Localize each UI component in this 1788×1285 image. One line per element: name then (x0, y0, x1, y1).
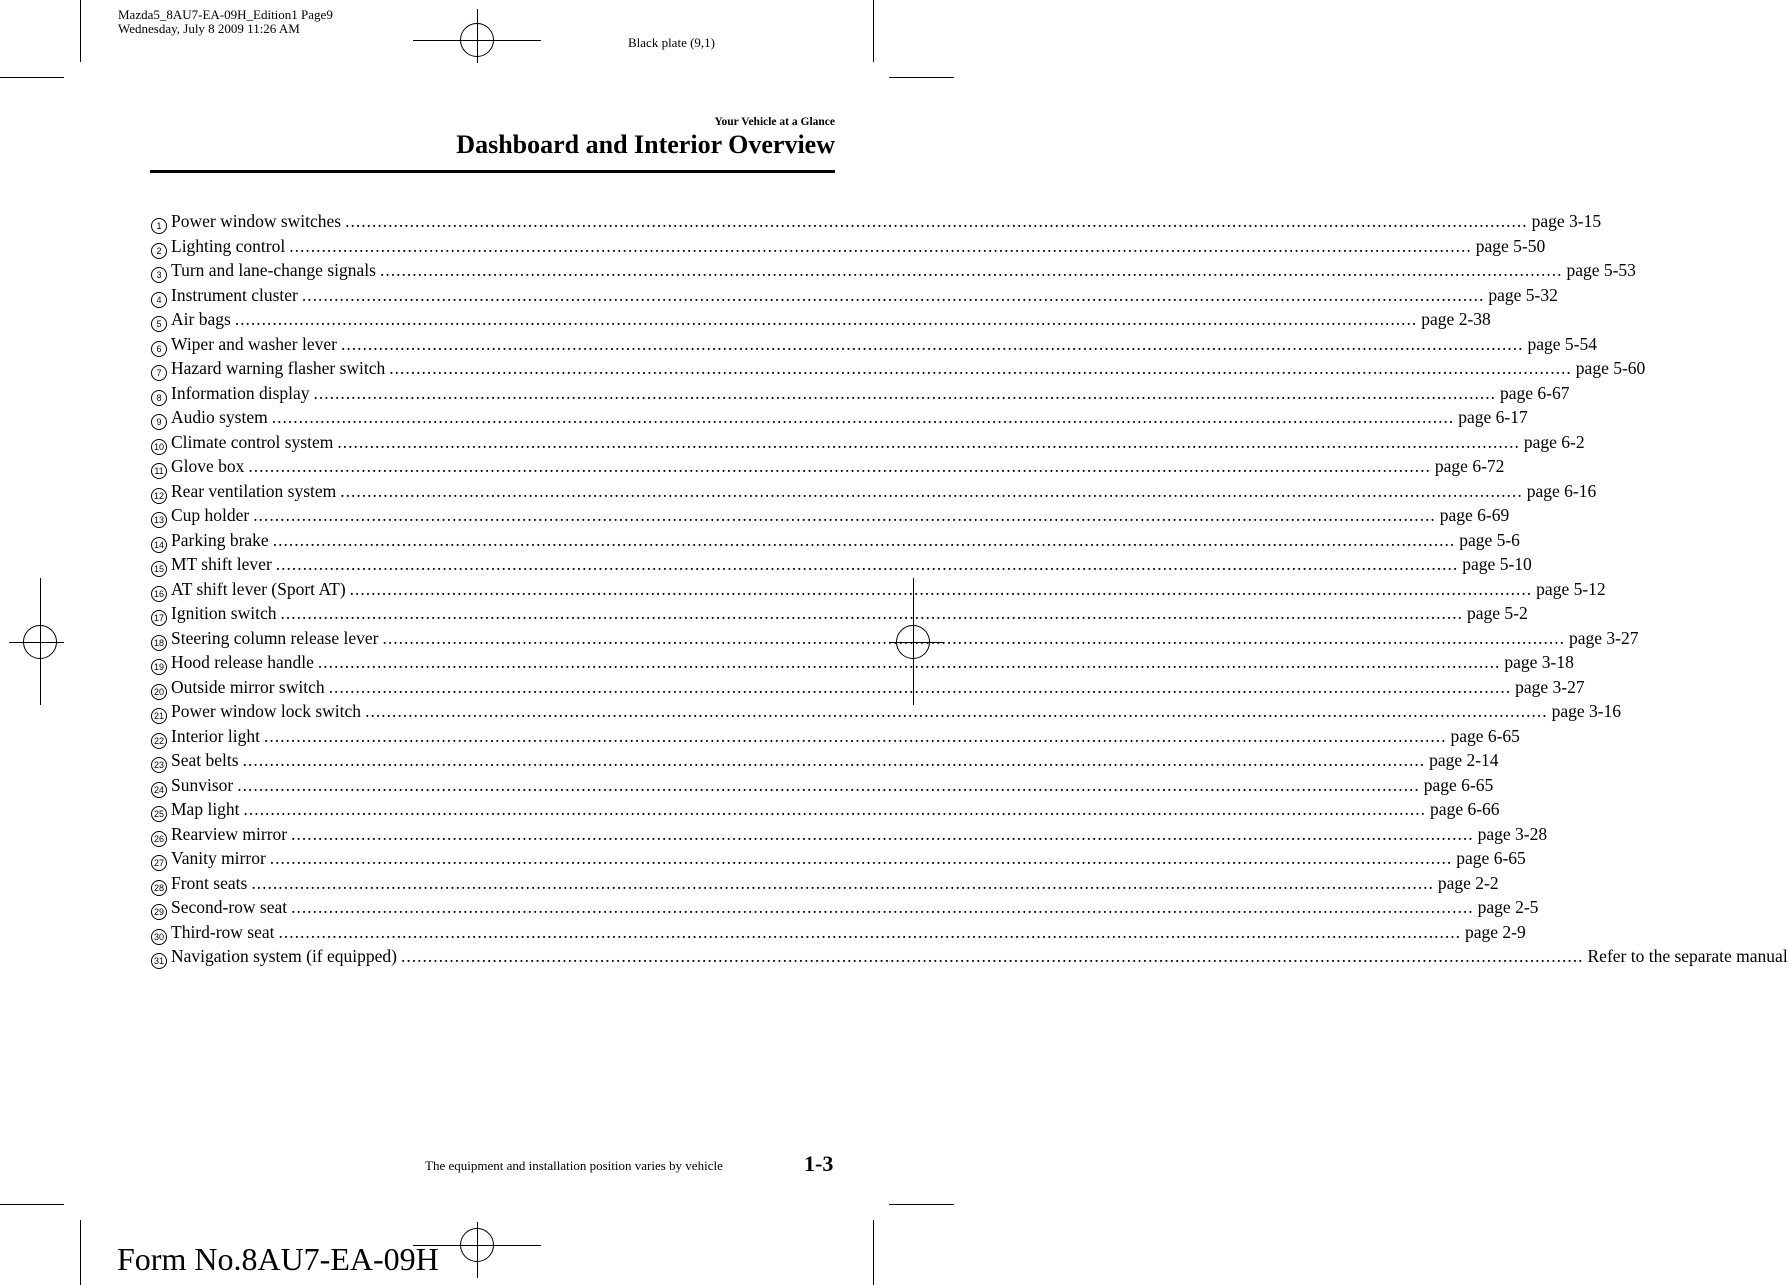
toc-page-ref: Refer to the separate manual (1587, 946, 1788, 966)
toc-page-ref: page 2-38 (1421, 309, 1491, 329)
toc-label: Vanity mirror (171, 848, 266, 868)
footer-note: The equipment and installation position varies by vehicle (425, 1158, 723, 1173)
toc-label: MT shift lever (171, 554, 272, 574)
toc-number-badge: 11 (151, 463, 167, 479)
toc-number-badge: 22 (151, 733, 167, 749)
toc-leader-dots: ............................................................................................................................................................................................................................ (242, 750, 1426, 770)
toc-page-ref: page 5-54 (1527, 333, 1597, 354)
toc-page-ref: page 3-28 (1477, 823, 1548, 844)
toc-row (151, 724, 1520, 749)
toc-row (151, 944, 1788, 969)
toc-leader-dots: ............................................................................................................................................................................................................................ (278, 921, 1462, 942)
toc-page-ref: page 6-66 (1430, 799, 1500, 819)
toc-page-ref: page 6-2 (1523, 431, 1585, 452)
toc-label: Sunvisor (171, 774, 234, 795)
toc-label: Power window switches (171, 211, 342, 231)
toc-row (151, 871, 1499, 896)
toc-leader-dots: ............................................................................................................................................................................................................................ (253, 505, 1436, 525)
toc-leader-dots: ............................................................................................................................................................................................................................ (280, 603, 1463, 623)
toc-row (151, 675, 1585, 700)
toc-row (151, 895, 1539, 920)
toc-row (151, 234, 1546, 259)
toc-label: Cup holder (171, 505, 250, 525)
toc-leader-dots: ............................................................................................................................................................................................................................ (234, 309, 1418, 329)
toc-page-ref: page 2-5 (1477, 897, 1539, 917)
toc-label: Third-row seat (171, 921, 275, 942)
print-info-line-1: Mazda5_8AU7-EA-09H_Edition1 Page9 (118, 7, 333, 22)
plate-label: Black plate (9,1) (628, 35, 715, 50)
toc-label: Ignition switch (171, 603, 277, 623)
toc-number-badge: 2 (151, 243, 167, 259)
toc-leader-dots: ............................................................................................................................................................................................................................ (248, 456, 1431, 476)
toc-page-ref: page 5-32 (1488, 284, 1558, 305)
toc-page-ref: page 6-17 (1458, 407, 1528, 427)
toc-number-badge: 29 (151, 904, 167, 920)
toc-row (151, 454, 1505, 479)
toc-leader-dots: ............................................................................................................................................................................................................................ (243, 799, 1427, 819)
toc-list (151, 209, 1788, 969)
toc-label: Climate control system (171, 431, 334, 452)
toc-number-badge: 13 (151, 512, 167, 528)
toc-leader-dots: ............................................................................................................................................................................................................................ (263, 725, 1447, 746)
crop-mark-top-left-h (0, 77, 64, 78)
toc-row (151, 405, 1528, 430)
toc-row (151, 699, 1622, 724)
toc-label: Rearview mirror (171, 823, 288, 844)
toc-leader-dots: ............................................................................................................................................................................................................................ (340, 333, 1524, 354)
toc-leader-dots: ............................................................................................................................................................................................................................ (365, 701, 1548, 721)
toc-number-badge: 4 (151, 292, 167, 308)
toc-page-ref: page 3-15 (1531, 211, 1602, 231)
toc-page-ref: page 5-10 (1462, 554, 1532, 574)
toc-number-badge: 20 (151, 684, 167, 700)
toc-leader-dots: ............................................................................................................................................................................................................................ (272, 529, 1456, 550)
toc-number-badge: 9 (151, 414, 167, 430)
crop-mark-top-right-h (889, 77, 954, 78)
toc-leader-dots: ............................................................................................................................................................................................................................ (291, 823, 1474, 844)
toc-row (151, 920, 1526, 945)
toc-row (151, 430, 1585, 455)
toc-row (151, 601, 1528, 626)
toc-label: Outside mirror switch (171, 676, 325, 697)
toc-page-ref: page 6-65 (1450, 725, 1520, 746)
toc-label: Navigation system (if equipped) (171, 946, 397, 966)
toc-leader-dots: ............................................................................................................................................................................................................................ (269, 848, 1453, 868)
toc-row (151, 503, 1510, 528)
toc-row (151, 822, 1548, 847)
toc-page-ref: page 3-18 (1504, 652, 1574, 672)
section-label: Your Vehicle at a Glance (714, 116, 835, 128)
toc-row (151, 307, 1491, 332)
toc-row (151, 650, 1574, 675)
toc-page-ref: page 5-60 (1575, 358, 1646, 378)
toc-page-ref: page 5-50 (1475, 235, 1546, 256)
crop-mark-top-left-v (80, 0, 81, 62)
toc-page-ref: page 2-14 (1429, 750, 1499, 770)
toc-number-badge: 12 (151, 488, 167, 504)
toc-label: Interior light (171, 725, 260, 746)
toc-row (151, 283, 1558, 308)
page-number: 1-3 (804, 1151, 834, 1176)
toc-number-badge: 8 (151, 390, 167, 406)
toc-row (151, 479, 1597, 504)
toc-page-ref: page 5-6 (1459, 529, 1520, 550)
toc-row (151, 846, 1526, 871)
toc-label: Steering column release lever (171, 627, 379, 648)
toc-page-ref: page 6-72 (1434, 456, 1505, 476)
registration-top-circle (460, 23, 494, 57)
toc-number-badge: 19 (151, 659, 167, 675)
toc-leader-dots: ............................................................................................................................................................................................................................ (389, 358, 1572, 378)
toc-leader-dots: ............................................................................................................................................................................................................................ (291, 897, 1474, 917)
toc-page-ref: page 2-2 (1437, 872, 1499, 893)
toc-label: Rear ventilation system (171, 480, 337, 501)
toc-number-badge: 1 (151, 218, 167, 234)
toc-leader-dots: ............................................................................................................................................................................................................................ (251, 872, 1434, 893)
print-info-line-2: Wednesday, July 8 2009 11:26 AM (118, 21, 300, 36)
toc-row (151, 209, 1602, 234)
toc-page-ref: page 6-67 (1500, 382, 1570, 403)
toc-number-badge: 14 (151, 537, 167, 553)
toc-number-badge: 24 (151, 782, 167, 798)
toc-number-badge: 23 (151, 757, 167, 773)
toc-page-ref: page 2-9 (1465, 921, 1526, 942)
toc-label: Glove box (171, 456, 245, 476)
toc-page-ref: page 6-65 (1456, 848, 1526, 868)
crop-mark-top-right-v (873, 0, 874, 62)
toc-label: Wiper and washer lever (171, 333, 337, 354)
toc-leader-dots: ............................................................................................................................................................................................................................ (313, 382, 1497, 403)
toc-leader-dots: ............................................................................................................................................................................................................................ (301, 284, 1485, 305)
toc-leader-dots: ............................................................................................................................................................................................................................ (340, 480, 1523, 501)
toc-leader-dots: ............................................................................................................................................................................................................................ (237, 774, 1420, 795)
page-title: Dashboard and Interior Overview (456, 130, 835, 159)
toc-number-badge: 3 (151, 267, 167, 283)
toc-label: Information display (171, 382, 310, 403)
form-number: Form No.8AU7-EA-09H (117, 1241, 439, 1277)
toc-page-ref: page 5-53 (1566, 260, 1636, 280)
crop-mark-bottom-left-h (0, 1204, 64, 1205)
registration-bottom-circle (460, 1228, 494, 1262)
toc-page-ref: page 5-2 (1466, 603, 1528, 623)
toc-leader-dots: ............................................................................................................................................................................................................................ (275, 554, 1459, 574)
crop-mark-bottom-right-h (889, 1204, 954, 1205)
toc-label: Second-row seat (171, 897, 288, 917)
print-info (118, 8, 333, 36)
toc-row (151, 332, 1597, 357)
toc-label: Air bags (171, 309, 231, 329)
toc-page-ref: page 5-12 (1536, 578, 1606, 599)
toc-number-badge: 16 (151, 586, 167, 602)
toc-leader-dots: ............................................................................................................................................................................................................................ (345, 211, 1528, 231)
toc-row (151, 577, 1606, 602)
toc-number-badge: 28 (151, 880, 167, 896)
toc-label: Seat belts (171, 750, 239, 770)
toc-leader-dots: ............................................................................................................................................................................................................................ (382, 627, 1565, 648)
toc-number-badge: 31 (151, 953, 167, 969)
toc-label: Front seats (171, 872, 248, 893)
toc-row (151, 356, 1646, 381)
toc-leader-dots: ............................................................................................................................................................................................................................ (337, 431, 1520, 452)
toc-number-badge: 17 (151, 610, 167, 626)
toc-leader-dots: ............................................................................................................................................................................................................................ (317, 652, 1501, 672)
toc-leader-dots: ............................................................................................................................................................................................................................ (271, 407, 1455, 427)
toc-page-ref: page 6-65 (1423, 774, 1494, 795)
crop-mark-bottom-right-v (873, 1220, 874, 1285)
crop-mark-bottom-left-v (80, 1220, 81, 1285)
title-rule (150, 170, 835, 173)
toc-leader-dots: ............................................................................................................................................................................................................................ (349, 578, 1533, 599)
toc-number-badge: 21 (151, 708, 167, 724)
toc-leader-dots: ............................................................................................................................................................................................................................ (289, 235, 1472, 256)
toc-label: AT shift lever (Sport AT) (171, 578, 346, 599)
toc-label: Parking brake (171, 529, 269, 550)
toc-label: Instrument cluster (171, 284, 298, 305)
toc-label: Hazard warning flasher switch (171, 358, 386, 378)
toc-number-badge: 25 (151, 806, 167, 822)
toc-page-ref: page 3-27 (1515, 676, 1585, 697)
toc-label: Hood release handle (171, 652, 314, 672)
toc-number-badge: 7 (151, 365, 167, 381)
toc-page-ref: page 6-16 (1526, 480, 1597, 501)
toc-label: Power window lock switch (171, 701, 362, 721)
toc-label: Lighting control (171, 235, 286, 256)
toc-row (151, 748, 1499, 773)
toc-number-badge: 15 (151, 561, 167, 577)
toc-leader-dots: ............................................................................................................................................................................................................................ (379, 260, 1563, 280)
toc-row (151, 381, 1570, 406)
toc-row (151, 552, 1532, 577)
toc-page-ref: page 6-69 (1439, 505, 1510, 525)
toc-number-badge: 5 (151, 316, 167, 332)
toc-label: Map light (171, 799, 240, 819)
toc-row (151, 528, 1520, 553)
toc-row (151, 797, 1500, 822)
toc-number-badge: 18 (151, 635, 167, 651)
toc-page-ref: page 3-16 (1551, 701, 1622, 721)
toc-leader-dots: ............................................................................................................................................................................................................................ (401, 946, 1584, 966)
toc-number-badge: 26 (151, 831, 167, 847)
toc-number-badge: 30 (151, 929, 167, 945)
toc-page-ref: page 3-27 (1568, 627, 1639, 648)
toc-leader-dots: ............................................................................................................................................................................................................................ (328, 676, 1512, 697)
toc-number-badge: 6 (151, 341, 167, 357)
toc-number-badge: 27 (151, 855, 167, 871)
toc-label: Audio system (171, 407, 268, 427)
toc-row (151, 626, 1639, 651)
toc-row (151, 258, 1636, 283)
toc-row (151, 773, 1494, 798)
toc-label: Turn and lane-change signals (171, 260, 376, 280)
toc-number-badge: 10 (151, 439, 167, 455)
registration-left-circle (23, 625, 57, 659)
